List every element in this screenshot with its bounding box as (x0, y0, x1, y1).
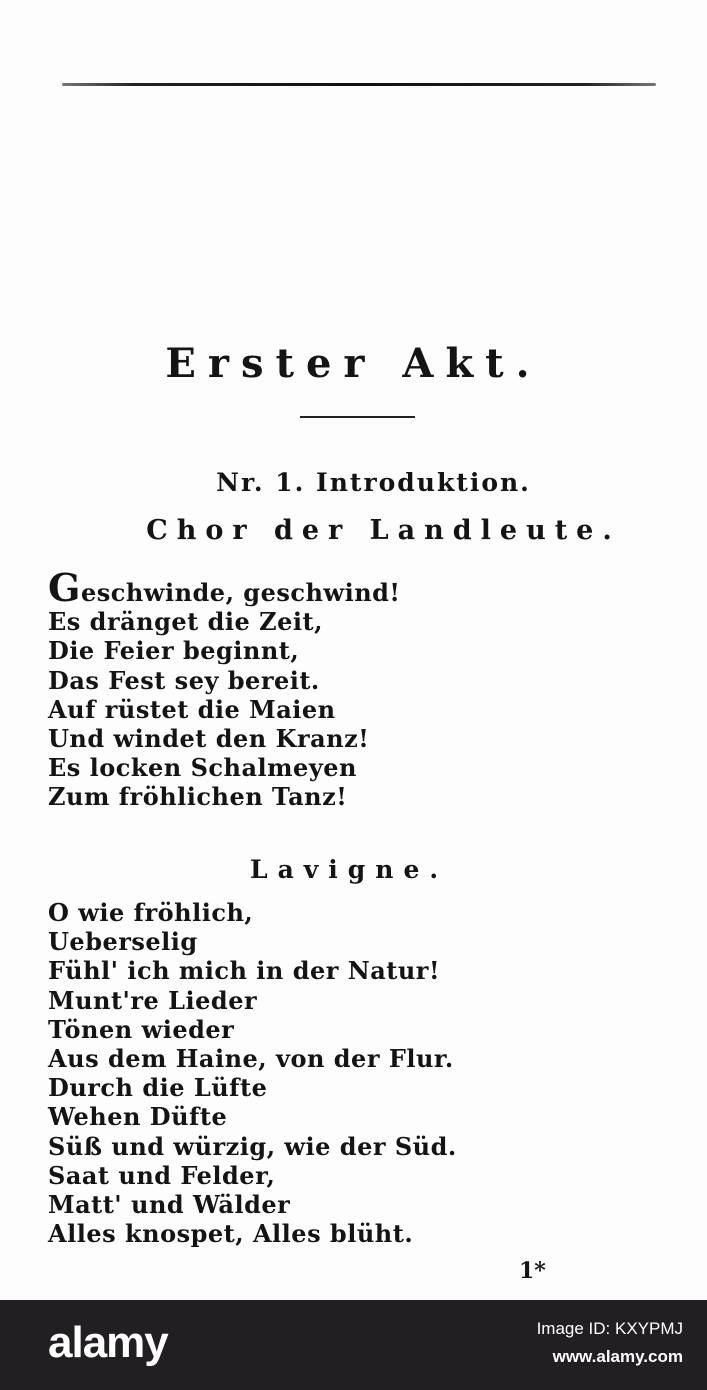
verse-line: Das Fest sey bereit. (48, 665, 320, 695)
act-title: Erster Akt. (165, 340, 542, 387)
chorus-verse (48, 565, 401, 812)
verse-line: Süß und würzig, wie der Süd. (48, 1131, 457, 1161)
verse-line: Aus dem Haine, von der Flur. (48, 1044, 454, 1074)
chorus-heading: Chor der Landleute. (146, 515, 621, 546)
verse-line: Ueberselig (48, 927, 198, 957)
verse-line: Zum fröhlichen Tanz! (48, 782, 348, 812)
image-id: Image ID: KXYPMJ (536, 1319, 683, 1338)
verse-line: Munt're Lieder (48, 985, 258, 1015)
verse-line: Wehen Düfte (48, 1102, 228, 1132)
verse-line: Die Feier beginnt, (48, 636, 300, 666)
verse-line: O wie fröhlich, (48, 898, 254, 927)
verse-line: Auf rüstet die Maien (48, 694, 336, 724)
drop-cap: G (48, 565, 81, 610)
number-heading: Nr. 1. Introduktion. (216, 468, 531, 497)
lavigne-verse (48, 898, 457, 1248)
verse-line: Saat und Felder, (48, 1160, 276, 1190)
alamy-logo[interactable]: alamy (48, 1318, 168, 1367)
top-rule (62, 83, 656, 86)
title-rule (300, 416, 415, 418)
verse-line: Matt' und Wälder (48, 1190, 291, 1220)
speaker-heading: Lavigne. (250, 855, 449, 884)
signature-mark: 1* (519, 1258, 546, 1284)
stock-url-link[interactable]: www.alamy.com (552, 1347, 683, 1366)
verse-line (48, 565, 401, 610)
verse-line: Und windet den Kranz! (48, 724, 370, 754)
verse-line-text: eschwinde, geschwind! (80, 578, 401, 607)
verse-line: Tönen wieder (48, 1014, 235, 1044)
verse-line: Es dränget die Zeit, (48, 607, 323, 637)
verse-line: Fühl' ich mich in der Natur! (48, 956, 440, 986)
verse-line: Alles knospet, Alles blüht. (48, 1219, 414, 1249)
verse-line: Durch die Lüfte (48, 1073, 268, 1103)
verse-line: Es locken Schalmeyen (48, 753, 357, 783)
